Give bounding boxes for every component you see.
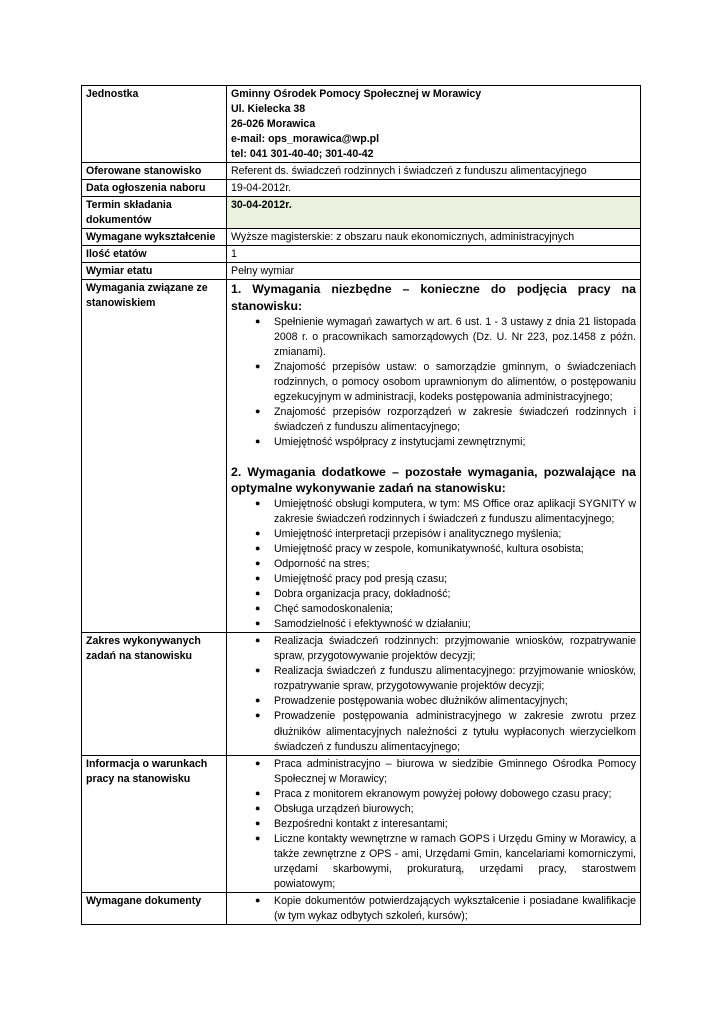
bullet-icon: ●: [255, 802, 261, 813]
label-stanowisko: Oferowane stanowisko: [82, 163, 227, 180]
row-zakres: [82, 633, 641, 755]
bullet-icon: ●: [255, 787, 261, 798]
list-item: [231, 542, 636, 557]
value-dokumenty: [227, 892, 641, 924]
label-wymagania: Wymagania związane ze stanowiskiem: [82, 280, 227, 633]
required-list: [231, 315, 636, 450]
row-wymagania: [82, 280, 641, 633]
list-item-text: Prowadzenie postępowania administracyjnego w zakresie zwrotu przez dłużników alimentacyjnych należności z tytułu wypłaconych wierzycielkom świadczeń z funduszu alimentacyjnego;: [274, 710, 636, 753]
list-item: [231, 557, 636, 572]
list-item: [231, 315, 636, 360]
job-offer-table: [81, 85, 641, 925]
list-item-text: Realizacja świadczeń rodzinnych: przyjmowanie wniosków, rozpatrywanie spraw, przygotowywanie projektów decyzji;: [274, 635, 636, 663]
bullet-icon: ●: [255, 618, 261, 629]
list-item-text: Realizacja świadczeń z funduszu alimentacyjnego: przyjmowanie wniosków, rozpatrywanie spraw, przygotowywanie projektów decyzji;: [274, 665, 636, 693]
label-dokumenty: Wymagane dokumenty: [82, 892, 227, 924]
list-item-text: Umiejętność współpracy z instytucjami zewnętrznymi;: [274, 435, 526, 448]
value-stanowisko: Referent ds. świadczeń rodzinnych i świadczeń z funduszu alimentacyjnego: [227, 163, 641, 180]
list-item: [231, 787, 636, 802]
value-wymiar: Pełny wymiar: [227, 263, 641, 280]
value-data-ogloszenia: 19-04-2012r.: [227, 180, 641, 197]
documents-list: [231, 894, 636, 924]
list-item-text: Samodzielność i efektywność w działaniu;: [274, 618, 471, 631]
bullet-icon: ●: [255, 543, 261, 554]
list-item-text: Praca z monitorem ekranowym powyżej połowy dobowego czasu pracy;: [274, 787, 612, 800]
value-warunki: [227, 755, 641, 892]
bullet-icon: ●: [255, 498, 261, 509]
list-item-text: Umiejętność pracy pod presją czasu;: [274, 573, 448, 586]
list-item: [231, 617, 636, 632]
bullet-icon: ●: [255, 832, 261, 843]
value-etaty: 1: [227, 246, 641, 263]
list-item-text: Chęć samodoskonalenia;: [274, 603, 393, 616]
bullet-icon: ●: [255, 588, 261, 599]
list-item-text: Spełnienie wymagań zawartych w art. 6 ust. 1 - 3 ustawy z dnia 21 listopada 2008 r. o pracownikach samorządowych (Dz. U. Nr 223, poz.1458 z późn. zmianami).: [274, 315, 636, 358]
bullet-icon: ●: [255, 710, 261, 721]
bullet-icon: ●: [255, 315, 261, 326]
label-zakres: Zakres wykonywanych zadań na stanowisku: [82, 633, 227, 755]
section-additional-title: 2. Wymagania dodatkowe – pozostałe wymagania, pozwalające na optymalne wykonywanie zadań na stanowisku:: [231, 464, 636, 496]
bullet-icon: ●: [255, 528, 261, 539]
list-item: [231, 602, 636, 617]
row-etaty: [82, 246, 641, 263]
list-item-text: Kopie dokumentów potwierdzających wykształcenie i posiadane kwalifikacje (w tym wykaz odbytych szkoleń, kursów);: [274, 894, 636, 922]
row-wyksztalcenie: [82, 229, 641, 246]
list-item: [231, 634, 636, 664]
list-item: [231, 757, 636, 787]
list-item: [231, 587, 636, 602]
list-item: [231, 709, 636, 754]
bullet-icon: ●: [255, 695, 261, 706]
value-zakres: [227, 633, 641, 755]
bullet-icon: ●: [255, 894, 261, 905]
list-item: [231, 817, 636, 832]
list-item: [231, 832, 636, 892]
list-item-text: Obsługa urządzeń biurowych;: [274, 802, 414, 815]
bullet-icon: ●: [255, 573, 261, 584]
label-wymiar: Wymiar etatu: [82, 263, 227, 280]
bullet-icon: ●: [255, 360, 261, 371]
row-stanowisko: [82, 163, 641, 180]
list-item: [231, 405, 636, 435]
list-item-text: Umiejętność interpretacji przepisów i analitycznego myślenia;: [274, 528, 562, 541]
list-item-text: Bezpośredni kontakt z interesantami;: [274, 817, 448, 830]
bullet-icon: ●: [255, 435, 261, 446]
bullet-icon: ●: [255, 405, 261, 416]
list-item: [231, 894, 636, 924]
list-item: [231, 694, 636, 709]
value-termin: 30-04-2012r.: [227, 197, 641, 229]
row-dokumenty: [82, 892, 641, 924]
list-item-text: Prowadzenie postępowania wobec dłużników alimentacyjnych;: [274, 695, 568, 708]
list-item-text: Znajomość przepisów rozporządzeń w zakresie świadczeń rodzinnych i świadczeń z funduszu alimentacyjnego;: [274, 405, 636, 433]
unit-city: 26-026 Morawica: [231, 118, 316, 131]
bullet-icon: ●: [255, 817, 261, 828]
unit-phone: tel: 041 301-40-40; 301-40-42: [231, 148, 374, 161]
list-item: [231, 360, 636, 405]
label-warunki: Informacja o warunkach pracy na stanowisku: [82, 755, 227, 892]
list-item-text: Praca administracyjno – biurowa w siedzibie Gminnego Ośrodka Pomocy Społecznej w Morawicy;: [274, 757, 636, 785]
list-item-text: Umiejętność pracy w zespole, komunikatywność, kultura osobista;: [274, 543, 584, 556]
label-etaty: Ilość etatów: [82, 246, 227, 263]
list-item: [231, 527, 636, 542]
list-item-text: Liczne kontakty wewnętrzne w ramach GOPS i Urzędu Gminy w Morawicy, a także zewnętrzne z OPS - ami, Urzędami Gmin, kancelariami komorniczymi, urzędami skarbowymi, prokuraturą, urzędami pracy, starostwem powiatowym;: [274, 832, 636, 890]
label-jednostka: Jednostka: [82, 86, 227, 163]
list-item: [231, 802, 636, 817]
unit-name: Gminny Ośrodek Pomocy Społecznej w Morawicy: [231, 88, 482, 100]
list-item: [231, 572, 636, 587]
bullet-icon: ●: [255, 757, 261, 768]
bullet-icon: ●: [255, 603, 261, 614]
list-item: [231, 664, 636, 694]
unit-email: e-mail: ops_morawica@wp.pl: [231, 133, 380, 146]
section-required-title: 1. Wymagania niezbędne – konieczne do podjęcia pracy na stanowisku:: [231, 282, 636, 313]
list-item-text: Umiejętność obsługi komputera, w tym: MS Office oraz aplikacji SYGNITY w zakresie świadczeń rodzinnych i świadczeń z funduszu alimentacyjnego;: [274, 498, 636, 526]
unit-street: Ul. Kielecka 38: [231, 103, 306, 116]
row-termin: [82, 197, 641, 229]
label-termin: Termin składania dokumentów: [82, 197, 227, 229]
value-jednostka: [227, 86, 641, 163]
list-item: [231, 497, 636, 527]
row-data-ogloszenia: [82, 180, 641, 197]
bullet-icon: ●: [255, 558, 261, 569]
row-jednostka: [82, 86, 641, 163]
bullet-icon: ●: [255, 635, 261, 646]
list-item-text: Dobra organizacja pracy, dokładność;: [274, 588, 451, 601]
list-item-text: Znajomość przepisów ustaw: o samorządzie gminnym, o świadczeniach rodzinnych, o pomocy osobom uprawnionym do alimentów, o postępowaniu egzekucyjnym w administracji, kodeks postępowania administracyjnego;: [274, 360, 636, 403]
value-wyksztalcenie: Wyższe magisterskie: z obszaru nauk ekonomicznych, administracyjnych: [227, 229, 641, 246]
additional-list: [231, 497, 636, 632]
row-warunki: [82, 755, 641, 892]
label-wyksztalcenie: Wymagane wykształcenie: [82, 229, 227, 246]
label-data-ogloszenia: Data ogłoszenia naboru: [82, 180, 227, 197]
bullet-icon: ●: [255, 665, 261, 676]
list-item: [231, 435, 636, 450]
row-wymiar: [82, 263, 641, 280]
tasks-list: [231, 634, 636, 754]
value-wymagania: [227, 280, 641, 633]
list-item-text: Odporność na stres;: [274, 558, 370, 571]
conditions-list: [231, 757, 636, 892]
